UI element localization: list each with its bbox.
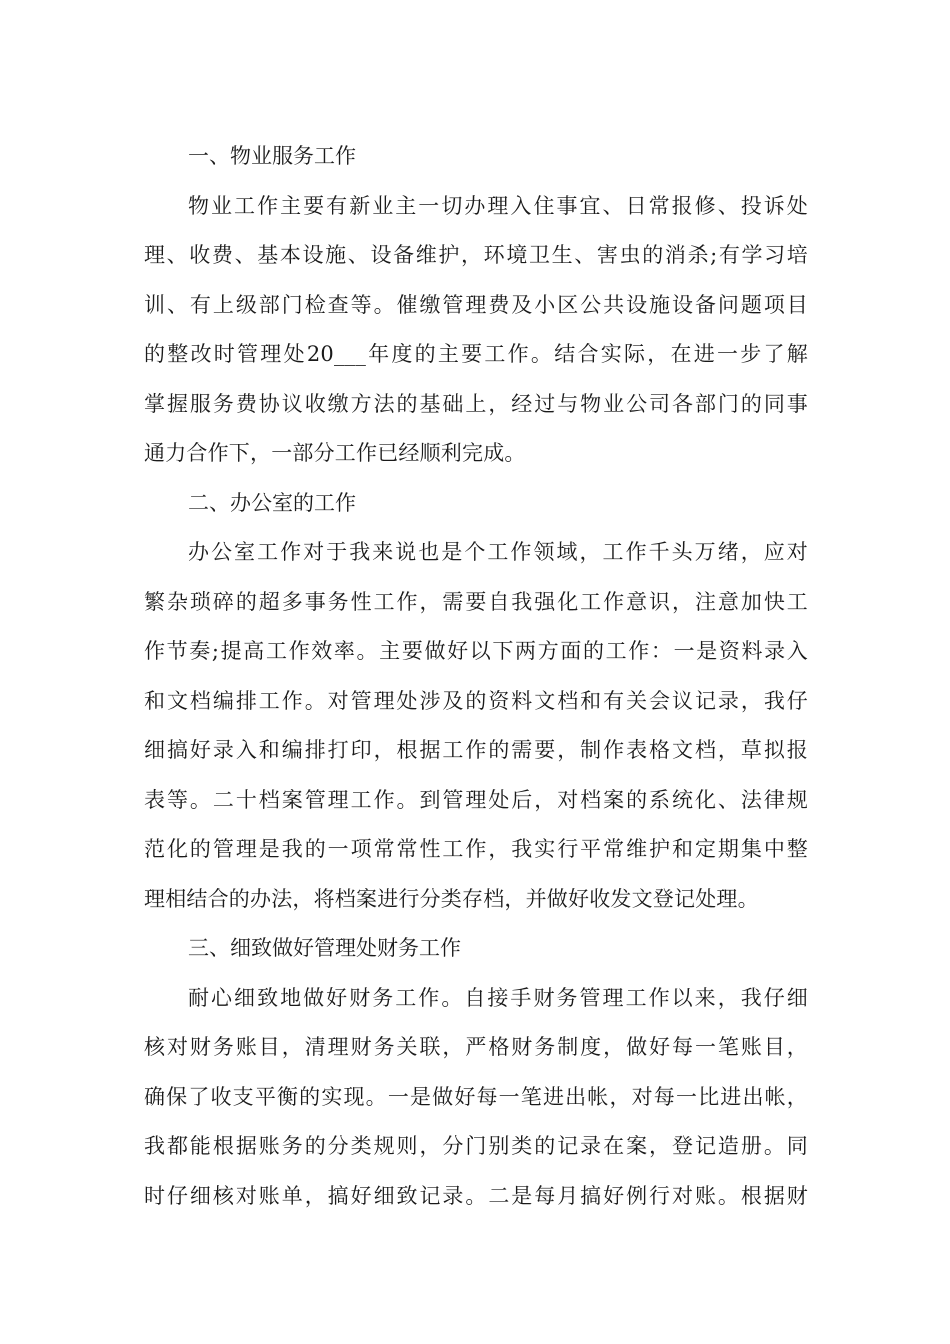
paragraph-line: 通力合作下，一部分工作已经顺利完成。 — [144, 441, 526, 465]
paragraph-line: 掌握服务费协议收缴方法的基础上，经过与物业公司各部门的同事 — [144, 391, 808, 416]
paragraph-line: 表等。二十档案管理工作。到管理处后，对档案的系统化、法律规 — [144, 787, 808, 812]
section-heading: 一、物业服务工作 — [188, 144, 356, 168]
section-property-service — [144, 132, 808, 479]
paragraph-line: 我都能根据账务的分类规则，分门别类的记录在案，登记造册。同 — [144, 1134, 808, 1158]
paragraph-line: 物业工作主要有新业主一切办理入住事宜、日常报修、投诉处 — [188, 193, 808, 218]
paragraph-line: 理、收费、基本设施、设备维护，环境卫生、害虫的消杀;有学习培 — [144, 243, 808, 267]
paragraph-line: 繁杂琐碎的超多事务性工作，需要自我强化工作意识，注意加快工 — [144, 589, 808, 614]
paragraph-line: 时仔细核对账单，搞好细致记录。二是每月搞好例行对账。根据财 — [144, 1183, 808, 1208]
section-finance-work — [144, 924, 808, 1221]
paragraph-line: 理相结合的办法，将档案进行分类存档，并做好收发文登记处理。 — [144, 886, 759, 911]
section-heading: 三、细致做好管理处财务工作 — [188, 936, 461, 960]
paragraph-line: 耐心细致地做好财务工作。自接手财务管理工作以来，我仔细 — [188, 985, 808, 1010]
paragraph-line: 和文档编排工作。对管理处涉及的资料文档和有关会议记录，我仔 — [144, 688, 808, 713]
paragraph-line: 确保了收支平衡的实现。一是做好每一笔进出帐，对每一比进出帐， — [144, 1084, 808, 1109]
paragraph-line: 作节奏;提高工作效率。主要做好以下两方面的工作：一是资料录入 — [144, 639, 808, 663]
section-office-work — [144, 479, 808, 925]
paragraph-line: 的整改时管理处20___年度的主要工作。结合实际，在进一步了解 — [144, 342, 808, 366]
paragraph-line: 训、有上级部门检查等。催缴管理费及小区公共设施设备问题项目 — [144, 292, 808, 317]
paragraph-line: 细搞好录入和编排打印，根据工作的需要，制作表格文档，草拟报 — [144, 738, 808, 762]
paragraph-line: 核对财务账目，清理财务关联，严格财务制度，做好每一笔账目， — [144, 1035, 808, 1059]
section-heading: 二、办公室的工作 — [188, 490, 356, 515]
paragraph-line: 范化的管理是我的一项常常性工作，我实行平常维护和定期集中整 — [144, 837, 808, 861]
document-page — [144, 132, 808, 1221]
paragraph-line: 办公室工作对于我来说也是个工作领域，工作千头万绪，应对 — [188, 540, 808, 564]
